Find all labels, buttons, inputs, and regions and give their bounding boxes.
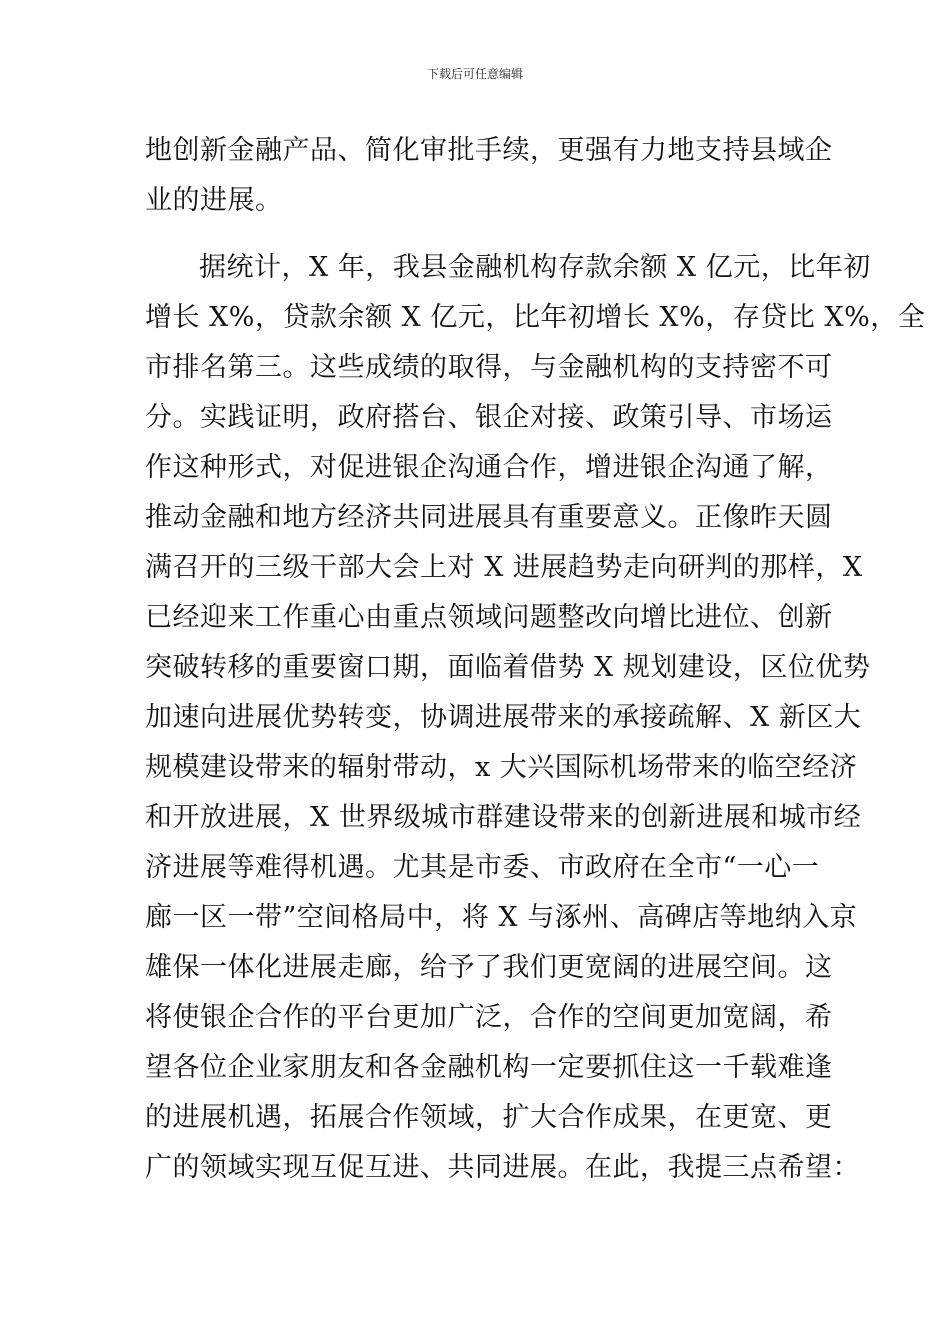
paragraph-line: 望各位企业家朋友和各金融机构一定要抓住这一千载难逢 <box>145 1052 833 1083</box>
paragraph-line: 广的领域实现互促互进、共同进展。在此，我提三点希望： <box>145 1152 860 1183</box>
paragraph-line: 已经迎来工作重心由重点领域问题整改向增比进位、创新 <box>145 602 833 633</box>
paragraph-line: 分。实践证明，政府搭台、银企对接、政策引导、市场运 <box>145 402 833 433</box>
paragraph-line: 增长 X%，贷款余额 X 亿元，比年初增长 X%，存贷比 X%，全 <box>145 302 926 333</box>
paragraph-line: 满召开的三级干部大会上对 X 进展趋势走向研判的那样，X <box>145 552 863 583</box>
paragraph-line: 廊一区一带”空间格局中，将 X 与涿州、高碑店等地纳入京 <box>145 902 858 933</box>
paragraph-line: 雄保一体化进展走廊，给予了我们更宽阔的进展空间。这 <box>145 952 833 983</box>
paragraph-line: 据统计，X 年，我县金融机构存款余额 X 亿元，比年初 <box>199 252 871 283</box>
paragraph-line: 济进展等难得机遇。尤其是市委、市政府在全市“一心一 <box>145 852 820 883</box>
paragraph-line: 业的进展。 <box>145 185 283 216</box>
paragraph-1 <box>145 126 833 226</box>
paragraph-line: 作这种形式，对促进银企沟通合作，增进银企沟通了解， <box>145 452 833 483</box>
paragraph-line: 地创新金融产品、简化审批手续，更强有力地支持县域企 <box>145 135 833 166</box>
paragraph-line: 市排名第三。这些成绩的取得，与金融机构的支持密不可 <box>145 352 833 383</box>
paragraph-line: 加速向进展优势转变，协调进展带来的承接疏解、X 新区大 <box>145 702 862 733</box>
paragraph-line: 的进展机遇，拓展合作领域，扩大合作成果，在更宽、更 <box>145 1102 833 1133</box>
paragraph-line: 推动金融和地方经济共同进展具有重要意义。正像昨天圆 <box>145 502 833 533</box>
paragraph-2 <box>145 243 926 1193</box>
page-header: 下载后可任意编辑 <box>426 67 523 81</box>
paragraph-line: 和开放进展，X 世界级城市群建设带来的创新进展和城市经 <box>145 802 862 833</box>
paragraph-line: 规模建设带来的辐射带动，x 大兴国际机场带来的临空经济 <box>145 752 858 783</box>
paragraph-line: 将使银企合作的平台更加广泛，合作的空间更加宽阔，希 <box>145 1002 833 1033</box>
paragraph-line: 突破转移的重要窗口期，面临着借势 X 规划建设，区位优势 <box>145 652 871 683</box>
